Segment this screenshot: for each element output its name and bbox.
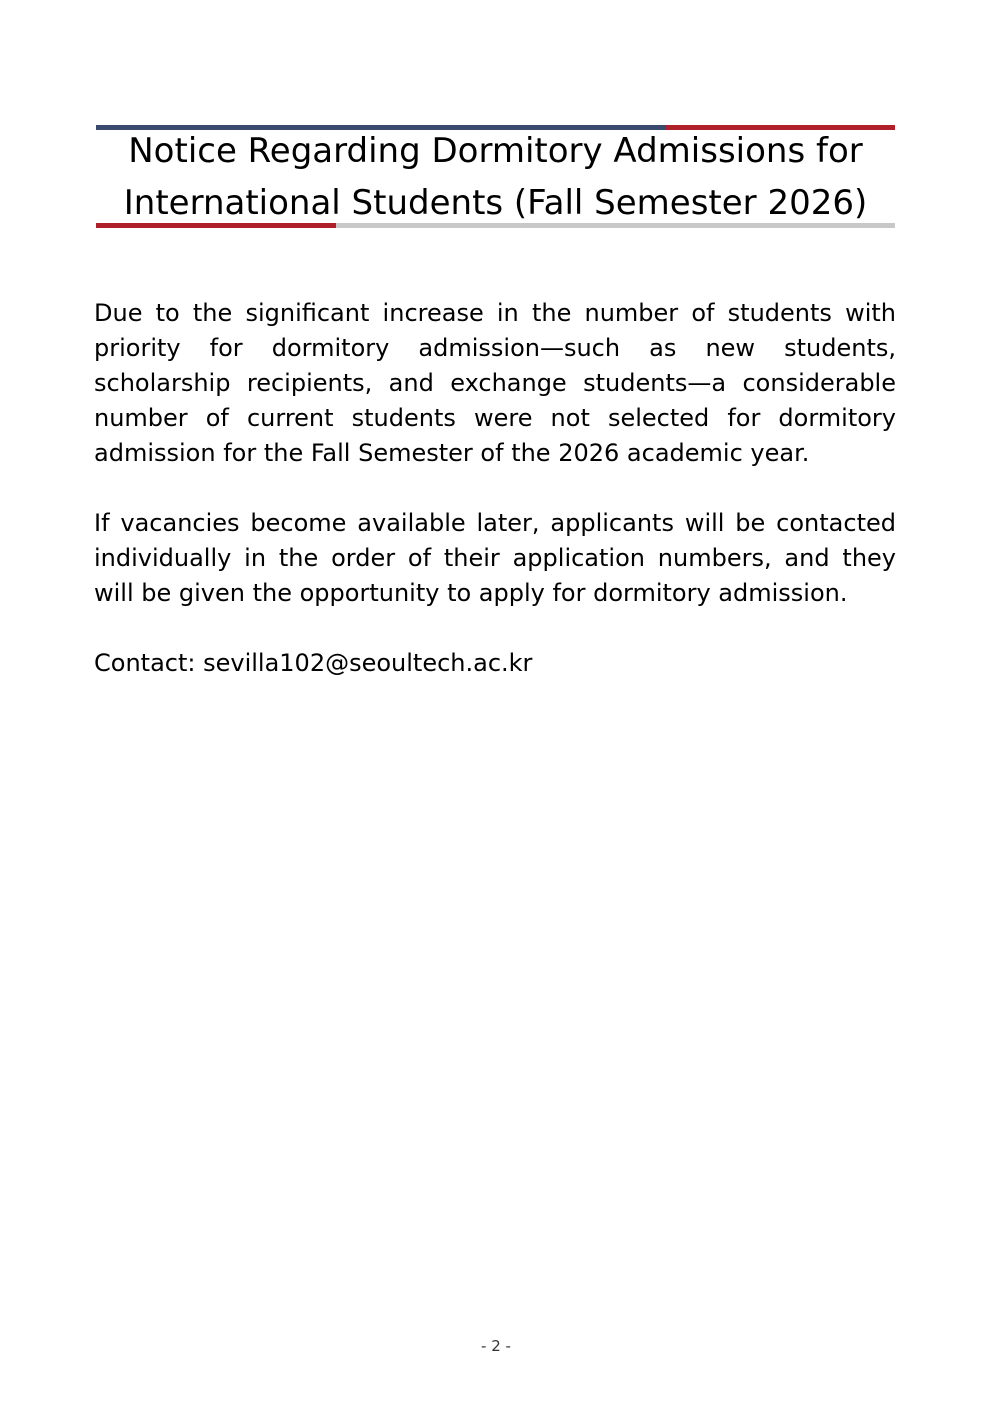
contact-line: Contact: sevilla102@seoultech.ac.kr: [94, 649, 533, 677]
title-line-1: Notice Regarding Dormitory Admissions for: [128, 130, 863, 171]
page-title: [96, 130, 895, 223]
bottom-rule-red-segment: [96, 223, 336, 228]
title-block: [96, 125, 895, 229]
page-number: - 2 -: [481, 1337, 511, 1355]
bottom-rule-gray-segment: [336, 223, 895, 228]
title-line-2: International Students (Fall Semester 2026): [123, 182, 868, 223]
paragraph-admission-results: Due to the significant increase in the number of students with priority for dormitory admission—such as new students, scholarship recipients, and exchange students—a considerable number of current students were not selected for dormitory admission for the Fall Semester of the 2026 academic year.: [94, 299, 896, 467]
paragraph-vacancies: If vacancies become available later, applicants will be contacted individually in the order of their application numbers, and they will be given the opportunity to apply for dormitory admission.: [94, 509, 896, 607]
title-bottom-rule: [96, 223, 895, 228]
